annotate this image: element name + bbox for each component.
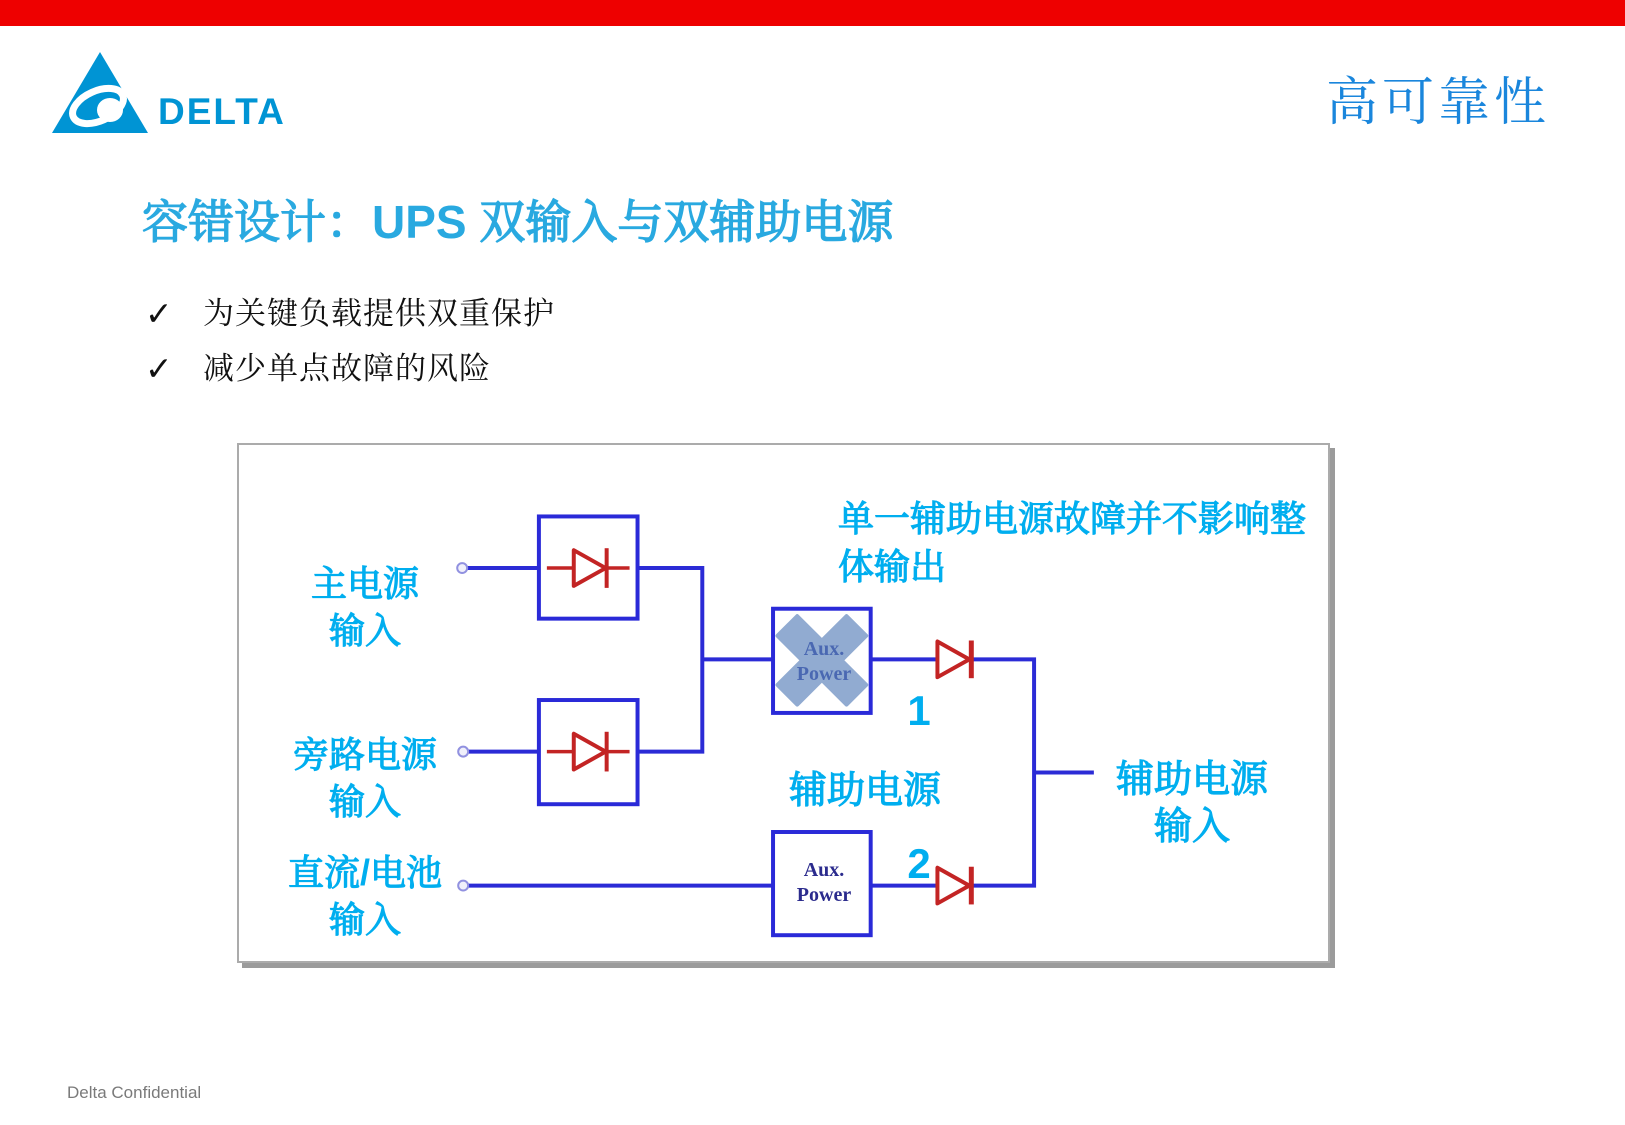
- delta-wordmark: DELTA: [158, 91, 286, 132]
- slide-heading: 容错设计：UPS 双输入与双辅助电源: [142, 196, 894, 248]
- aux2-label: [775, 858, 873, 908]
- bullet-text: 为关键负载提供双重保护: [203, 296, 555, 331]
- diagram-panel: [237, 443, 1330, 963]
- diode-icon: [937, 640, 971, 678]
- label-line: 辅助电源: [1115, 759, 1268, 801]
- label-line: 直流/电池: [287, 852, 442, 893]
- label-line: 输入: [1153, 806, 1230, 848]
- footer-confidential: Delta Confidential: [67, 1083, 202, 1102]
- branch-number-2: 2: [907, 840, 931, 887]
- aux-line: Aux.: [803, 638, 845, 660]
- corner-title: 高可靠性: [1325, 74, 1550, 132]
- note-text: [838, 495, 1338, 591]
- output-label: [1097, 757, 1287, 851]
- top-accent-bar: [0, 0, 1625, 26]
- label-line: 主电源: [310, 563, 419, 604]
- aux-line: Power: [796, 663, 852, 685]
- input-label-dc: [255, 849, 475, 943]
- note-line1: 单一辅助电源故障并不影响整: [838, 498, 1307, 539]
- bullet-text: 减少单点故障的风险: [203, 351, 491, 386]
- bullet-item: [145, 294, 555, 334]
- bullet-item: [145, 349, 491, 389]
- delta-logo-icon: [52, 52, 148, 133]
- label-line: 旁路电源: [292, 734, 437, 775]
- aux-line: Aux.: [803, 859, 845, 881]
- mid-label: 辅助电源: [788, 770, 941, 812]
- aux-line: Power: [796, 884, 852, 906]
- input-label-main: [255, 560, 475, 654]
- label-line: 输入: [328, 899, 401, 940]
- aux1-label: [775, 637, 873, 687]
- branch-number-1: 1: [907, 687, 931, 734]
- note-line2: 体输出: [838, 546, 947, 587]
- label-line: 输入: [328, 781, 401, 822]
- input-label-bypass: [255, 731, 475, 825]
- check-icon: ✓: [145, 350, 173, 387]
- check-icon: ✓: [145, 295, 173, 332]
- label-line: 输入: [328, 610, 401, 651]
